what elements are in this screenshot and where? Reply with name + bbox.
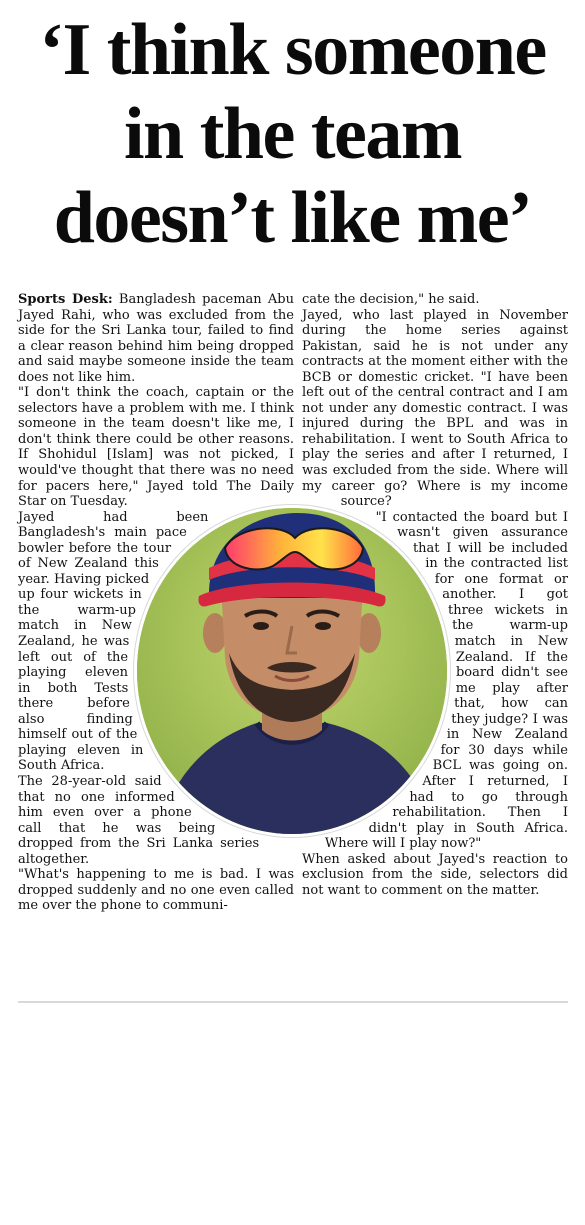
paragraph: "I contacted the board but I wasn't given assurance that I will be included in the contracted list for one format or another. I got three wickets in the warm-up match in New Zealand. If the board didn't see me play after that, how can they judge? I was in New Zealand for 30 days while BCL was going on. After I returned, I had to go through rehabilitation. Then I didn't play in South Africa. Where will I play now?" [324, 509, 568, 852]
paragraph: cate the decision," he said. [302, 292, 480, 307]
headline-line-1: ‘I think someone [39, 9, 546, 91]
headline [0, 8, 585, 260]
paragraph: Jayed, who last played in November during the home series against Pakistan, said he is not under any contracts at the moment either with the BCB or domestic cricket. "I have been left out of the central contract and I am not under any domestic contract. I was injured during the BPL and was in rehabilitation. I went to South Africa to play the series and after I returned, I was excluded from the side. Where will my career go? Where is my income source? [302, 307, 568, 510]
paragraph: Jayed had been Bangladesh's main pace bowler before the tour of New Zealand this year. Having picked up four wickets in the warm-up match in New Zealand, he was left out of the playing eleven in both Tests there before also finding himself out of the playing eleven in South Africa. [18, 509, 209, 774]
paragraph: When asked about Jayed's reaction to exclusion from the side, selectors did not want to comment on the matter. [302, 851, 568, 898]
byline: Sports Desk: [18, 292, 113, 307]
wrap-spacer [259, 836, 294, 852]
paragraph: "I don't think the coach, captain or the selectors have a problem with me. I think someone in the team doesn't like me, I don't think there could be other reasons. If Shohidul [Islam] was not picked, I would've thought that there was no need for pacers here," Jayed told The Daily Star on Tuesday. [18, 385, 294, 510]
headline-line-3: doesn’t like me’ [53, 177, 532, 259]
paragraph: Sports Desk: Bangladesh paceman Abu Jayed Rahi, who was excluded from the side for the Sri Lanka tour, failed to find a clear reason behind him being dropped and said maybe someone inside the team does not like him. [18, 292, 294, 385]
paragraph: "What's happening to me is bad. I was dropped suddenly and no one even called me over the phone to communi- [18, 867, 294, 914]
paragraph: The 28-year-old said that no one informed him even over a phone call that he was being dropped from the Sri Lanka series altogether. [18, 773, 260, 867]
player-portrait-image [137, 508, 447, 834]
wrap-spacer [302, 836, 325, 852]
bottom-rule [18, 1001, 568, 1003]
player-photo [134, 505, 450, 837]
headline-line-2: in the team [124, 93, 461, 175]
